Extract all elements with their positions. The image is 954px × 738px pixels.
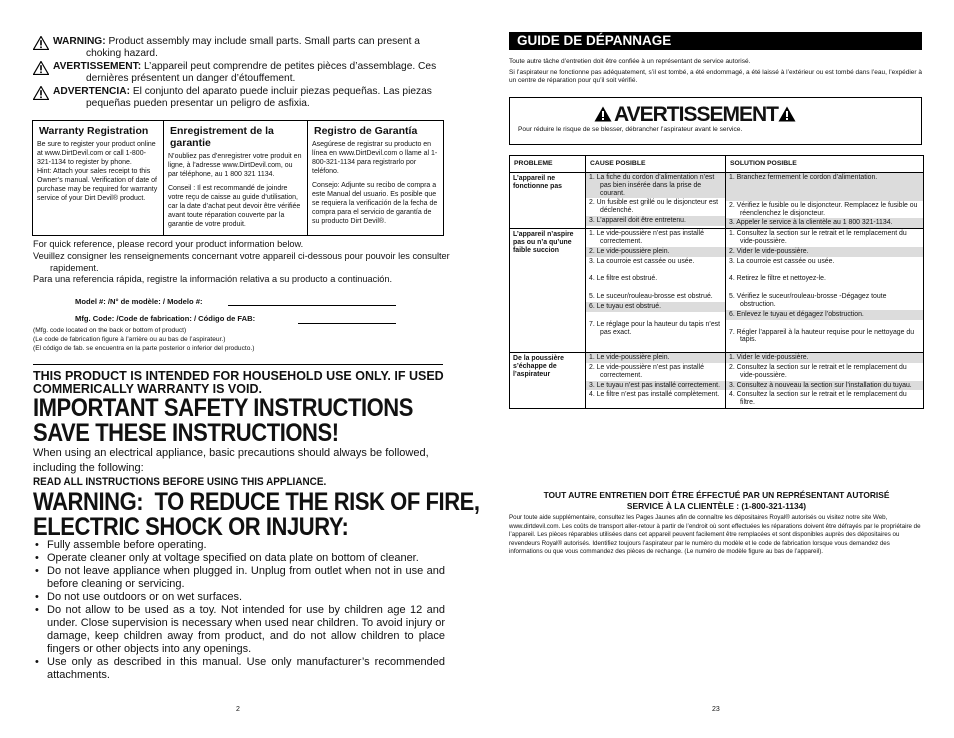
cause-item: 4. Le filtre n’est pas installé complètement. [589,391,720,399]
solution-item: 1. Branchez fermement le cordon d’alimentation. [726,173,923,201]
heading-line: SAVE THESE INSTRUCTIONS! [33,419,339,447]
column-header: PROBLEME [510,156,586,173]
solution-item: 3. La courroie est cassée ou usée. [729,257,835,265]
warning-triangle-icon [33,86,49,100]
warning-label: WARNING: [53,36,106,47]
read-all-heading: READ ALL INSTRUCTIONS BEFORE USING THIS APPLIANCE. [33,476,327,488]
problem-cell: L’appareil ne fonctionne pas [510,173,586,229]
cause-item: 6. Le tuyau est obstrué. [586,302,725,312]
warning-heading [33,488,480,541]
cause-item: 3. Le tuyau n’est pas installé correctement. [586,381,725,391]
list-item: • Do not use outdoors or on wet surfaces. [33,591,445,604]
cause-item: 1. La fiche du cordon d’alimentation n’est pas bien insérée dans la prise de courant. [586,173,725,198]
precautions-intro: When using an electrical appliance, basic precautions should always be followed, including the following: [33,447,429,474]
cause-cell [586,173,726,229]
solution-item: 7. Régler l’appareil à la hauteur requise pour le nettoyage du tapis. [729,328,915,344]
mfg-note-fr: (Le code de fabrication figure à l’arrière ou au bas de l’aspirateur.) [33,336,226,343]
registration-hint: Consejo: Adjunte su recibo de compra a este Manual del usuario. Es posible que se requiera la verificación de la fecha de compra para el servicio de garantía de su producto Dirt Devil®. [312,182,438,225]
table-row [510,173,924,229]
solution-item: 1. Consultez la section sur le retrait et le remplacement du vide-poussière. [729,230,907,245]
warning-es [33,86,443,110]
registration-title: Enregistrement de la garantie [170,125,274,149]
registration-text: N’oubliez pas d’enregistrer votre produit en ligne, à l’adresse www.DirtDevil.com, ou par téléphone, au 1 800 321 1134. [168,153,302,178]
table-row [510,229,924,353]
mfg-label: Mfg. Code: /Code de fabrication: / Código de FAB: [75,314,256,323]
list-item: • Fully assemble before operating. [33,539,445,552]
cause-item: 5. Le suceur/rouleau-brosse est obstrué. [589,293,713,301]
household-notice: THIS PRODUCT IS INTENDED FOR HOUSEHOLD USE ONLY. IF USED COMMERICALLY WARRANTY IS VOID. [33,369,444,396]
model-field[interactable] [228,305,396,306]
solution-item: 6. Enlevez le tuyau et dégagez l’obstruction. [726,310,923,320]
mfg-note-en: (Mfg. code located on the back or bottom of product) [33,327,187,334]
warning-text: L’appareil peut comprendre de petites pièces d’assemblage. Ces dernières présentent un danger d’étouffement. [86,61,437,84]
service-paragraph: Pour toute aide supplémentaire, consultez les Pages Jaunes afin de connaître les dépositaires Royal® autorisés ou visitez notre site Web, www.dirtdevil.com. Les coûts de transport aller-retour à partir de l’endroit où sont effectuées les réparations doivent être défrayés par le propriétaire de l’appareil. Les pièces réparables utilisées dans cet appareil peuvent facilement être remplacées et sont disponibles auprès des dépositaires ou revendeurs Royal® autorisés. Identifiez toujours l’aspirateur par le numéro du modèle et le code de fabrication lorsque vous demandez des informations ou que vous commandez des pièces de rechange. (Le numéro de modèle figure au bas de l’appareil). [509,514,921,556]
solution-item: 2. Vider le vide-poussière. [726,247,923,257]
warning-triangle-icon [33,61,49,75]
registration-box [32,120,444,236]
registration-en [33,121,164,235]
column-header: SOLUTION POSIBLE [726,156,924,173]
service-heading-line: SERVICE À LA CLIENTÈLE : (1-800-321-1134) [626,501,807,511]
cause-item: 1. Le vide-poussière plein. [586,353,725,363]
solution-item: 3. Consultez à nouveau la section sur l’installation du tuyau. [726,381,923,391]
divider [33,364,443,365]
warning-triangle-icon [594,106,612,122]
registration-text: Be sure to register your product online at www.DirtDevil.com or call 1-800-321-1134 to register by phone. [37,141,156,166]
registration-es [308,121,443,235]
registration-title: Registro de Garantía [314,125,418,137]
solution-cell [726,353,924,409]
solution-cell [726,173,924,229]
avertissement-text: Pour réduire le risque de se blesser, débrancher l’aspirateur avant le service. [518,126,743,133]
model-label: Model #: /N° de modèle: / Modelo #: [75,297,203,306]
list-item: • Do not allow to be used as a toy. Not intended for use by children age 12 and under. Close supervision is necessary when used near children. To avoid injury or damage, keep children away from product, and do not allow children to place fingers or other objects into any openings. [33,604,445,656]
service-heading-line: TOUT AUTRE ENTRETIEN DOIT ÊTRE ÉFFECTUÉ PAR UN REPRÉSENTANT AUTORISÉ [543,490,890,500]
problem-cell: L’appareil n’aspire pas ou n’a qu’une faible succion [510,229,586,353]
cause-cell [586,353,726,409]
solution-item: 4. Consultez la section sur le retrait et le remplacement du filtre. [729,391,907,407]
guide-title: GUIDE DE DÉPANNAGE [509,32,922,50]
cause-item: 2. Le vide-poussière plein. [586,247,725,257]
list-item: • Operate cleaner only at voltage specified on data plate on bottom of cleaner. [33,552,445,565]
warning-triangle-icon [33,36,49,50]
list-item: • Use only as described in this manual. Use only manufacturer’s recommended attachments. [33,656,445,682]
warning-text: El conjunto del aparato puede incluir piezas pequeñas. Las piezas pequeñas pueden presentar un peligro de asfixia. [86,86,432,109]
cause-item: 3. L’appareil doit être entretenu. [586,216,725,226]
registration-hint: Conseil : Il est recommandé de joindre votre reçu de caisse au guide d’utilisation, car la date d’achat peut devoir être vérifiée avant toute réparation couverte par la garantie de votre produit. [168,185,301,228]
table-header-row [510,156,924,173]
solution-item: 3. Appeler le service à la clientèle au 1 800 321-1134. [726,218,923,228]
warning-label: ADVERTENCIA: [53,86,130,97]
quick-ref-fr: Veuillez consigner les renseignements concernant votre appareil ci-dessous pour pouvoir les consulter rapidement. [33,251,450,273]
list-item: • Do not leave appliance when plugged in. Unplug from outlet when not in use and before cleaning or servicing. [33,565,445,591]
cause-item: 1. Le vide-poussière n’est pas installé correctement. [589,230,704,245]
cause-cell [586,229,726,353]
troubleshooting-table [509,155,924,409]
registration-text: Asegúrese de registrar su producto en línea en www.DirtDevil.com o llame al 1-800-321-1134 para registrarlo por teléfono. [312,141,438,175]
solution-item: 5. Vérifiez le suceur/rouleau-brosse -Dégagez toute obstruction. [729,293,887,308]
warning-triangle-icon [778,106,796,122]
intro-paragraph: Si l’aspirateur ne fonctionne pas adéquatement, s’il est tombé, a été endommagé, a été laissé à l’extérieur ou est tombé dans l’eau, l’expédier à un centre de réparation pour qu’il soit vérifié. [509,69,922,84]
cause-item: 7. Le réglage pour la hauteur du tapis n’est pas exact. [589,320,721,336]
right-page [477,0,954,738]
avertissement-title: AVERTISSEMENT [614,103,778,126]
mfg-note-es: (El código de fab. se encuentra en la parte posterior o inferior del producto.) [33,345,255,352]
important-safety-heading [33,396,455,446]
intro-line: Toute autre tâche d’entretien doit être confiée à un représentant de service autorisé. [509,58,751,65]
solution-item: 4. Retirez le filtre et nettoyez-le. [729,275,826,283]
quick-ref-es: Para una referencia rápida, registre la información relativa a su producto a continuación. [33,274,393,284]
safety-list [33,539,445,682]
heading-line: IMPORTANT SAFETY INSTRUCTIONS [33,394,413,422]
quick-ref-en: For quick reference, please record your product information below. [33,239,304,249]
page-number: 23 [712,706,720,713]
solution-item: 2. Vérifiez le fusible ou le disjoncteur. Remplacez le fusible ou réenclenchez le disjoncteur. [729,201,918,217]
solution-item: 1. Vider le vide-poussière. [726,353,923,363]
warning-fr [33,61,443,85]
heading-line: ELECTRIC SHOCK OR INJURY: [33,513,349,541]
cause-item: 2. Le vide-poussière n’est pas installé correctement. [589,363,704,379]
column-header: CAUSE POSIBLE [586,156,726,173]
avertissement-box [509,97,922,145]
warning-en [33,36,443,60]
registration-hint: Hint: Attach your sales receipt to this Owner’s manual. Verification of date of purchase may be required for warranty service of your Dirt Devil® product. [37,168,158,202]
cause-item: 2. Un fusible est grillé ou le disjoncteur est déclenché. [589,199,719,215]
cause-item: 4. Le filtre est obstrué. [589,275,658,283]
mfg-field[interactable] [298,323,396,324]
service-heading [509,490,924,512]
solution-cell [726,229,924,353]
heading-line: WARNING: TO REDUCE THE RISK OF FIRE, [33,488,480,516]
registration-title: Warranty Registration [39,125,149,137]
problem-cell: De la poussière s’échappe de l’aspirateur [510,353,586,409]
table-row [510,353,924,409]
cause-item: 3. La courroie est cassée ou usée. [589,257,695,265]
warning-label: AVERTISSEMENT: [53,61,142,72]
page-number: 2 [236,706,240,713]
warning-text: Product assembly may include small parts. Small parts can present a choking hazard. [86,36,420,59]
solution-item: 2. Consultez la section sur le retrait et le remplacement du vide-poussière. [729,363,907,379]
registration-fr [164,121,308,235]
